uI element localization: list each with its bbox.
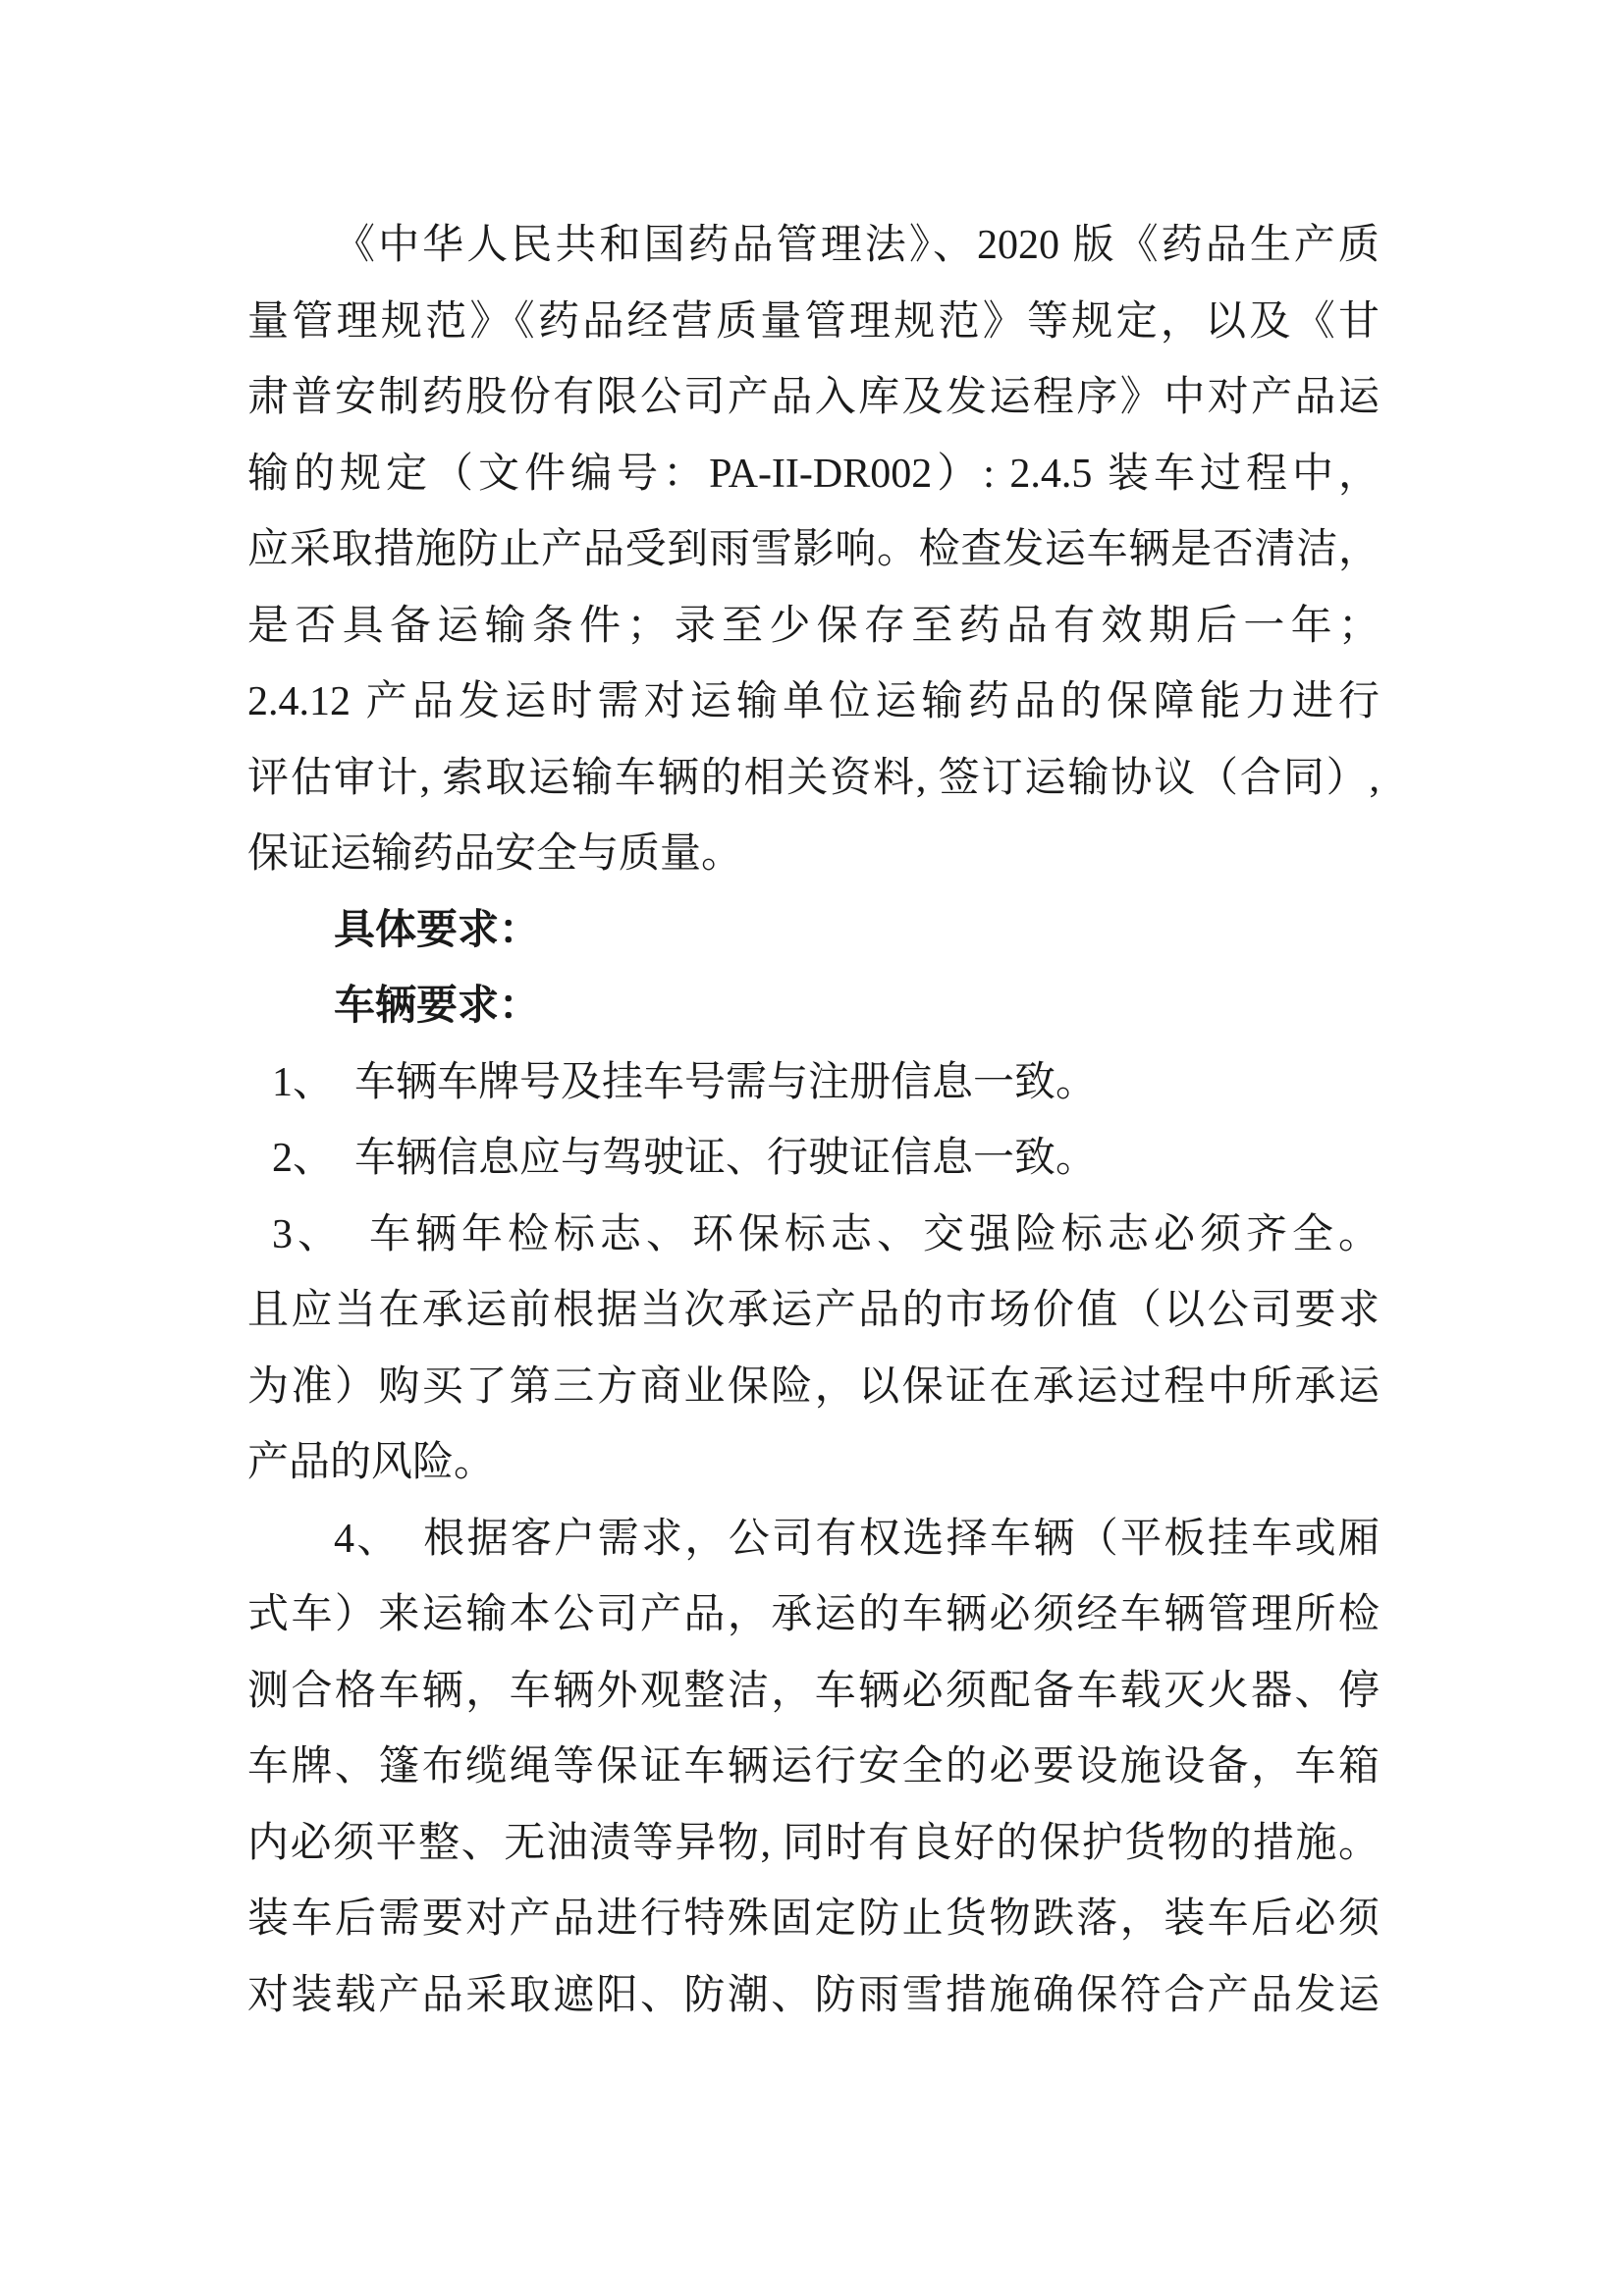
text-line: 《中华人民共和国药品管理法》、2020 版《药品生产质 [334,223,1380,268]
text-line: 输的规定（文件编号：PA-II-DR002）: 2.4.5 装车过程中， [247,451,1380,497]
text-line: 车牌、篷布缆绳等保证车辆运行安全的必要设施设备，车箱 [247,1744,1380,1789]
text-line: 测合格车辆，车辆外观整洁，车辆必须配备车载灭火器、停 [247,1668,1380,1714]
heading-vehicle-requirements: 车辆要求： [334,984,541,1029]
text-line: 且应当在承运前根据当次承运产品的市场价值（以公司要求 [247,1288,1380,1333]
text-line: 装车后需要对产品进行特殊固定防止货物跌落，装车后必须 [247,1896,1380,1942]
document-text [247,208,1380,2034]
text-line: 2.4.12 产品发运时需对运输单位运输药品的保障能力进行 [247,679,1380,724]
text-line: 对装载产品采取遮阳、防潮、防雨雪措施确保符合产品发运 [247,1972,1380,2018]
text-line: 肃普安制药股份有限公司产品入库及发运程序》中对产品运 [247,375,1380,420]
list-item-1: 1、 车辆车牌号及挂车号需与注册信息一致。 [272,1059,1098,1105]
text-line: 是否具备运输条件；录至少保存至药品有效期后一年； [247,603,1380,649]
text-line: 保证运输药品安全与质量。 [247,831,743,877]
heading-specific-requirements: 具体要求： [334,907,541,953]
text-line: 为准）购买了第三方商业保险，以保证在承运过程中所承运 [247,1363,1380,1410]
text-line: 式车）来运输本公司产品，承运的车辆必须经车辆管理所检 [247,1592,1380,1637]
text-line: 内必须平整、无油渍等异物, 同时有良好的保护货物的措施。 [247,1820,1380,1866]
list-item-2: 2、 车辆信息应与驾驶证、行驶证信息一致。 [272,1136,1098,1181]
text-line: 量管理规范》《药品经营质量管理规范》等规定，以及《甘 [247,298,1380,345]
list-item-3: 3、 车辆年检标志、环保标志、交强险标志必须齐全。 [272,1211,1380,1257]
list-item-4: 4、 根据客户需求，公司有权选择车辆（平板挂车或厢 [334,1516,1380,1562]
text-line: 应采取措施防止产品受到雨雪影响。检查发运车辆是否清洁， [247,527,1380,572]
text-line: 评估审计, 索取运输车辆的相关资料, 签订运输协议（合同）, [247,755,1380,801]
text-line: 产品的风险。 [247,1440,496,1485]
